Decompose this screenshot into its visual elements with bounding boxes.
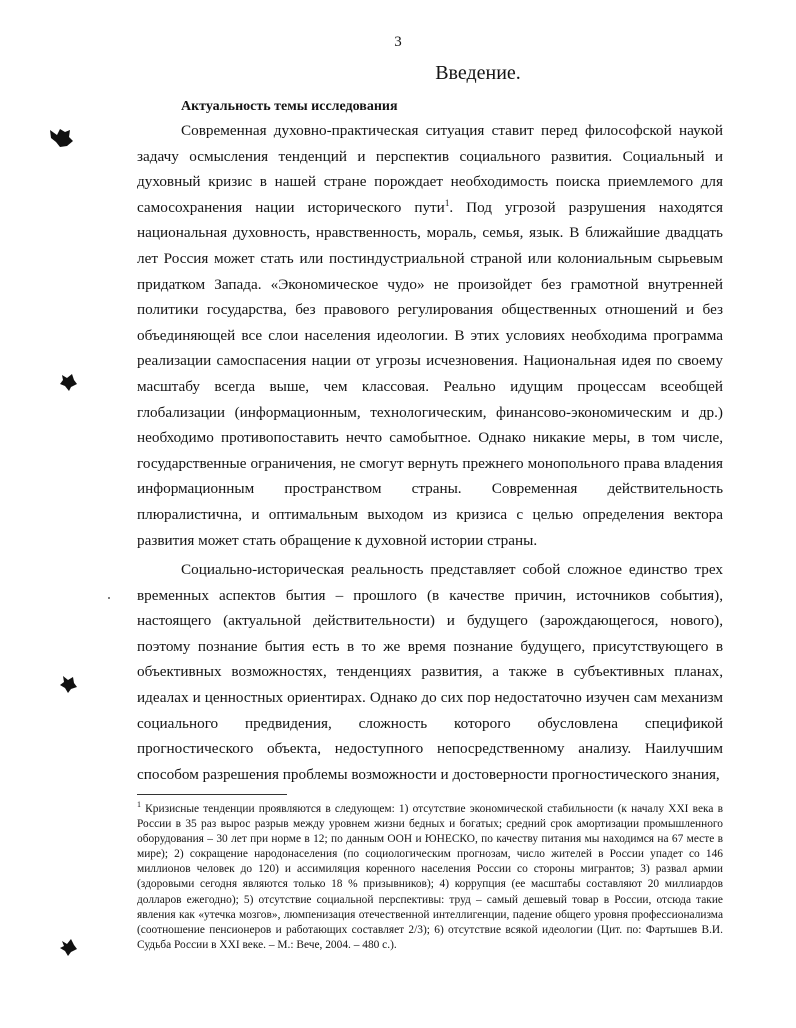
binder-hole-mark — [58, 674, 78, 694]
footnote-text: Кризисные тенденции проявляются в следующем: 1) отсутствие экономической стабильности (к началу XXI века в России в 35 раз вырос разрыв между уровнем жизни бедных и богатых; средний срок амортизации промышленного оборудования – 30 лет при норме в 12; по данным ООН и ЮНЕСКО, по качеству питания мы находимся на 67 месте в мире); 2) сокращение народонаселения (по социологическим прогнозам, число жителей в России упадет со 146 миллионов человек до 120) и ассимиляция коренного населения России со стороны мигрантов; 3) развал армии (здоровыми сегодня являются только 18 % призывников); 4) коррупция (ее масштабы составляют 20 миллиардов долларов ежегодно); 5) отсутствие социальной перспективы: труд – самый дешевый товар в России, отсюда такие явления как «утечка мозгов», люмпенизация отечественной интеллигенции, падение общего уровня профессионализма (соотношение пенсионеров и работающих составляет 2/3); 6) отсутствие всякой идеологии (Цит. по: Фартышев В.И. Судьба России в XXI веке. – М.: Вече, 2004. – 480 с.). — [137, 803, 723, 951]
section-heading: Актуальность темы исследования — [181, 99, 398, 114]
paragraph: Социально-историческая реальность представляет собой сложное единство трех временных аспектов бытия – прошлого (в качестве причин, источников события), настоящего (актуальной действительности) и будущего (зарождающегося, нового), поэтому познание бытия есть в то же время познание будущего, присутствующего в объективных возможностях, тенденциях развития, а также в субъективных планах, идеалах и ценностных ориентирах. Однако до сих пор недостаточно изучен сам механизм социального предвидения, сложность которого обусловлена спецификой прогностического объекта, недоступного непосредственному анализу. Наилучшим способом разрешения проблемы возможности и достоверности прогностического знания, — [137, 561, 723, 783]
paragraph-text: . Под угрозой разрушения находятся национальная духовность, нравственность, мораль, семья, язык. В ближайшие двадцать лет Россия может стать или постиндустриальной страной или колониальным сырьевым придатком Запада. «Экономическое чудо» не произойдет без грамотной внутренней политики государства, без правового регулирования общественных отношений и без объединяющей все слои населения идеологии. В этих условиях необходима программа реализации самоспасения нации от угрозы исчезновения. Национальная идея по своему масштабу всегда выше, чем классовая. Реально идущим процессам всеобщей глобализации (информационным, технологическим, финансово-экономическим и др.) необходимо противопоставить нечто самобытное. Однако никакие меры, в том числе, государственные ограничения, не смогут вернуть прежнего монопольного права владения информационным пространством страны. Современная действительность плюралистична, и оптимальным выходом из кризиса с целью определения вектора развития может стать обращение к духовной истории страны. — [137, 198, 724, 549]
footnote-reference: 1 — [444, 197, 450, 208]
binder-hole-mark — [48, 126, 74, 150]
page-title: Введение. — [435, 62, 521, 84]
binder-hole-mark — [58, 937, 78, 957]
body-text — [137, 118, 723, 787]
binder-hole-mark — [58, 372, 78, 392]
paragraph-text: Современная духовно-практическая ситуация ставит перед философской наукой задачу осмысления тенденций и перспектив социального развития. Социальный и духовный кризис в нашей стране порождает необходимость поиска приемлемого для самосохранения нации исторического пути — [137, 122, 723, 216]
footnote-marker: 1 — [137, 800, 141, 810]
page-number: 3 — [394, 34, 402, 50]
footnote — [137, 802, 723, 953]
footnote-separator — [137, 794, 287, 795]
paragraph — [137, 118, 723, 553]
scan-speck — [108, 597, 110, 599]
